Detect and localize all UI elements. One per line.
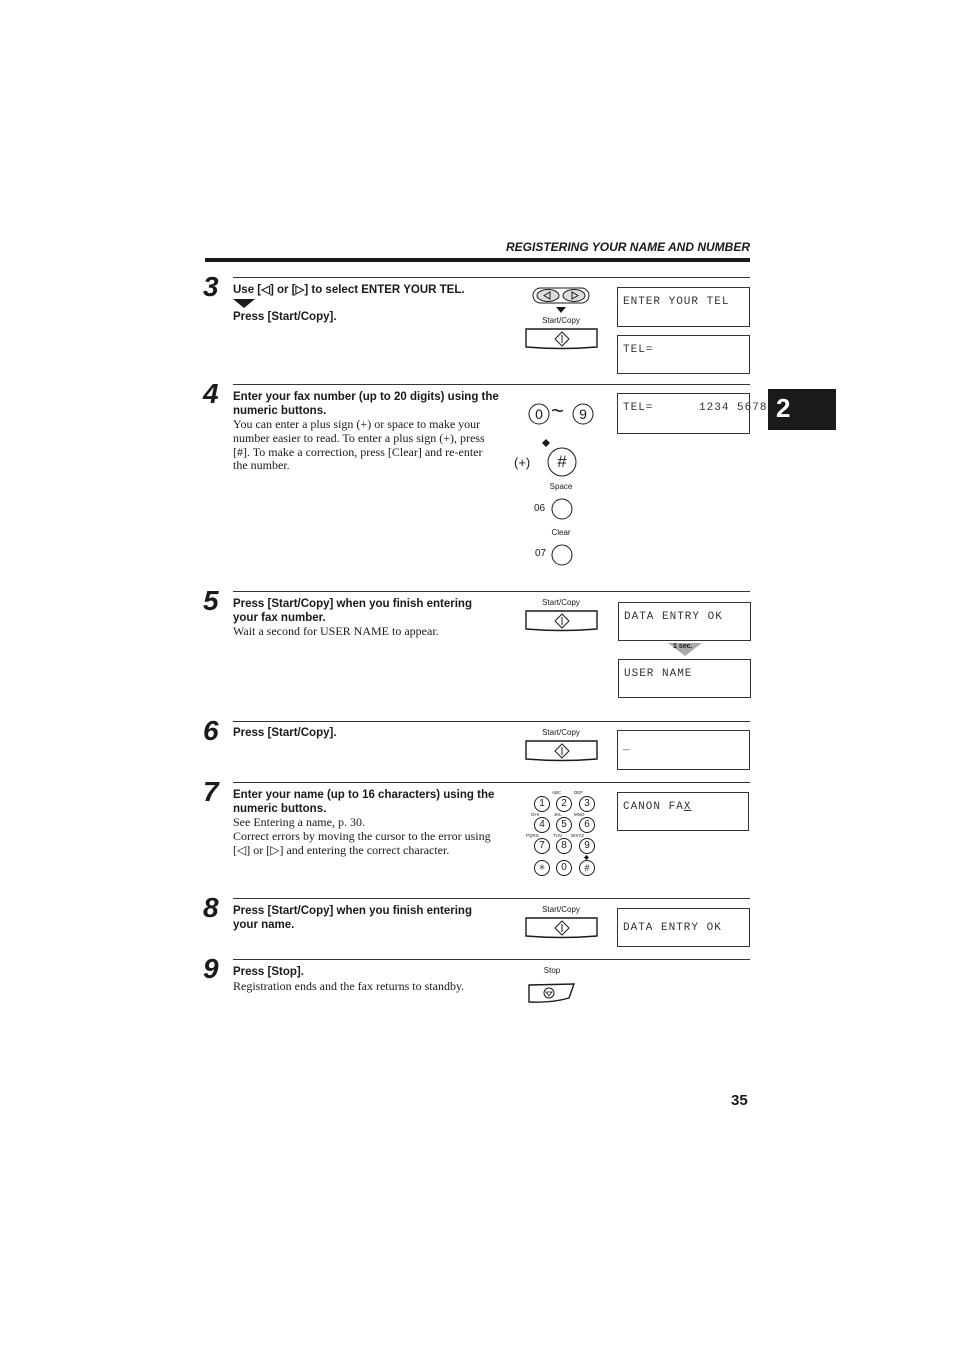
key-2[interactable]: 2 xyxy=(556,796,572,812)
step-description: Correct errors by moving the cursor to the error using [◁] or [▷] and entering the correct character. xyxy=(233,829,491,857)
pad-letters: JKL xyxy=(554,812,562,817)
button-label: Clear xyxy=(551,528,571,537)
step-number: 8 xyxy=(203,892,219,923)
start-copy-button[interactable] xyxy=(524,609,600,633)
step-instruction: Press [Start/Copy] when you finish entering your name. xyxy=(233,905,472,931)
pad-letters: WXYZ xyxy=(571,833,584,838)
key-hash[interactable]: # xyxy=(579,860,595,876)
delay-label: 1 sec. xyxy=(673,643,693,650)
key-label: # xyxy=(557,452,567,471)
step-instruction: Enter your fax number (up to 20 digits) using the numeric buttons. xyxy=(233,391,499,417)
key-8[interactable]: 8 xyxy=(556,838,572,854)
step-rule xyxy=(233,591,750,592)
button-label: Stop xyxy=(543,966,561,975)
button-label: Start/Copy xyxy=(542,728,580,737)
diamond-icon xyxy=(542,439,550,447)
chapter-number: 2 xyxy=(776,393,791,423)
step-instruction: Press [Start/Copy]. xyxy=(233,727,337,739)
plus-label: (+) xyxy=(514,455,531,470)
key-6[interactable]: 6 xyxy=(579,817,595,833)
lcd-display: DATA ENTRY OK xyxy=(618,602,751,641)
key-4[interactable]: 4 xyxy=(534,817,550,833)
step-number: 6 xyxy=(203,715,219,746)
pad-letters: ABC xyxy=(552,790,562,795)
pad-letters: MNO xyxy=(574,812,585,817)
lcd-display: DATA ENTRY OK xyxy=(617,908,750,947)
chapter-tab xyxy=(768,389,836,430)
key-label: 9 xyxy=(579,406,587,422)
step-number: 3 xyxy=(203,271,219,302)
key-1[interactable]: 1 xyxy=(534,796,550,812)
stop-button[interactable] xyxy=(527,982,577,1006)
arrow-down-icon xyxy=(556,307,566,314)
button-label: Start/Copy xyxy=(542,316,580,325)
pad-letters: TUV xyxy=(553,833,562,838)
lcd-display: TEL= 1234 5678 xyxy=(617,393,750,434)
start-copy-button[interactable] xyxy=(524,327,600,351)
step-rule xyxy=(233,782,750,783)
step-description: Registration ends and the fax returns to standby. xyxy=(233,979,465,993)
step-instruction: Press [Start/Copy]. xyxy=(233,311,337,323)
button-label: Space xyxy=(549,482,573,491)
step-rule xyxy=(233,721,750,722)
step-description: Wait a second for USER NAME to appear. xyxy=(233,624,439,638)
key-star[interactable]: ✳ xyxy=(534,860,550,876)
lcd-display xyxy=(617,792,749,831)
pad-letters: GHI xyxy=(531,812,540,817)
step-instruction: Press [Start/Copy] when you finish entering your fax number. xyxy=(233,598,472,624)
cursor-buttons-icon xyxy=(532,287,590,305)
lcd-display: ENTER YOUR TEL xyxy=(617,287,750,327)
step-number: 9 xyxy=(203,953,219,984)
key-9[interactable]: 9 xyxy=(579,838,595,854)
lcd-text: CANON FA xyxy=(623,801,684,813)
running-header: REGISTERING YOUR NAME AND NUMBER xyxy=(505,240,750,254)
key-number: 07 xyxy=(535,548,547,559)
step-number: 7 xyxy=(203,776,219,807)
step-description: You can enter a plus sign (+) or space to make your number easier to read. To enter a plus sign (+), press [#]. To make a correction, press [Clear] and re-enter the number. xyxy=(233,417,485,473)
key-3[interactable]: 3 xyxy=(579,796,595,812)
pad-letters: DEF xyxy=(574,790,583,795)
step-rule xyxy=(233,898,750,899)
key-number: 06 xyxy=(534,503,546,514)
step-number: 4 xyxy=(203,378,219,409)
pad-letters: PQRS xyxy=(526,833,539,838)
space-key-icon[interactable] xyxy=(551,498,573,520)
step-description: See Entering a name, p. 30. xyxy=(233,815,365,829)
step-rule xyxy=(233,277,750,278)
step-instruction: Press [Stop]. xyxy=(233,966,304,978)
lcd-display: USER NAME xyxy=(618,659,751,698)
range-tilde: ~ xyxy=(551,398,564,423)
lcd-display: _ xyxy=(617,730,750,770)
page-number: 35 xyxy=(731,1092,748,1109)
start-copy-button[interactable] xyxy=(524,739,600,763)
step-instruction: Use [◁] or [▷] to select ENTER YOUR TEL. xyxy=(233,284,465,296)
key-5[interactable]: 5 xyxy=(556,817,572,833)
key-0[interactable]: 0 xyxy=(556,860,572,876)
arrow-down-icon xyxy=(233,299,255,309)
button-label: Start/Copy xyxy=(542,905,580,914)
numeric-keypad xyxy=(524,790,604,880)
step-number: 5 xyxy=(203,585,219,616)
button-label: Start/Copy xyxy=(542,598,580,607)
step-rule xyxy=(233,384,750,385)
lcd-display: TEL= xyxy=(617,335,750,374)
header-rule xyxy=(205,258,750,262)
key-label: 0 xyxy=(535,406,543,422)
step-instruction: Enter your name (up to 16 characters) using the numeric buttons. xyxy=(233,789,495,815)
key-7[interactable]: 7 xyxy=(534,838,550,854)
step-rule xyxy=(233,959,750,960)
start-copy-button[interactable] xyxy=(524,916,600,940)
lcd-cursor-char: X xyxy=(683,801,692,813)
clear-key-icon[interactable] xyxy=(551,544,573,566)
